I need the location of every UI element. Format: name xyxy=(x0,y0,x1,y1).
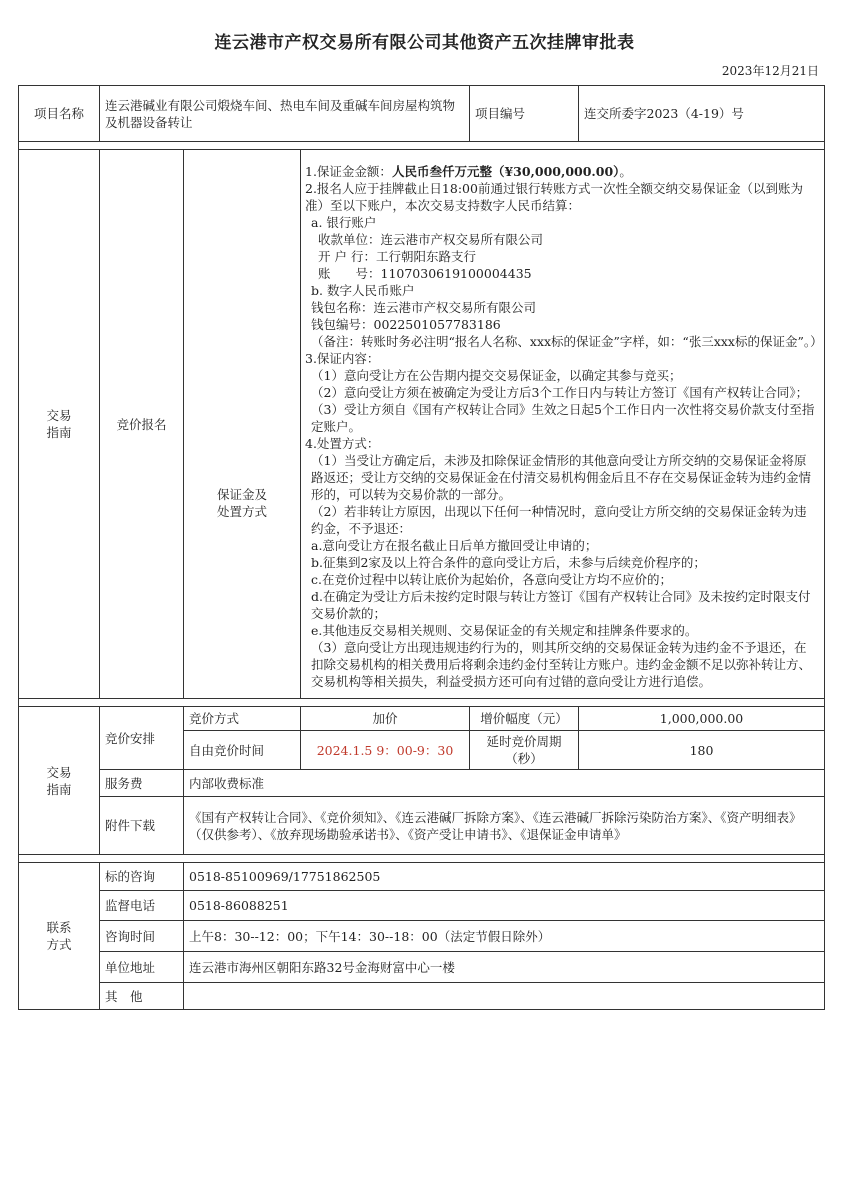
document-date: 2023年12月21日 xyxy=(721,64,819,78)
method-value: 加价 xyxy=(301,707,470,731)
contact-section-label: 联系方式 xyxy=(19,863,100,1010)
consult-row xyxy=(19,863,825,891)
project-name-label: 项目名称 xyxy=(19,86,100,142)
consult-value: 0518-85100969/17751862505 xyxy=(184,863,825,891)
delay-value: 180 xyxy=(579,731,825,770)
hours-label: 咨询时间 xyxy=(100,921,184,952)
fee-value: 内部收费标准 xyxy=(184,770,825,797)
method-label: 竞价方式 xyxy=(184,707,301,731)
supervise-row xyxy=(19,891,825,921)
attachments-links[interactable]: 《国有产权转让合同》、《竞价须知》、《连云港碱厂拆除方案》、《连云港碱厂拆除污染防治方案》、《资产明细表》（仅供参考）、《放弃现场勘验承诺书》、《资产受让申请书》、《退保证金申请单》 xyxy=(184,797,825,855)
delay-label: 延时竞价周期（秒） xyxy=(470,731,579,770)
hours-row xyxy=(19,921,825,952)
other-label: 其 他 xyxy=(100,983,184,1010)
deposit-row xyxy=(19,150,825,485)
address-row xyxy=(19,952,825,983)
time-label: 自由竞价时间 xyxy=(184,731,301,770)
auction-guide-label: 交易指南 xyxy=(19,707,100,855)
time-value: 2024.1.5 9：00-9：30 xyxy=(301,731,470,770)
auction-method-row xyxy=(19,707,825,731)
consult-label: 标的咨询 xyxy=(100,863,184,891)
address-value: 连云港市海州区朝阳东路32号金海财富中心一楼 xyxy=(184,952,825,983)
supervise-value: 0518-86088251 xyxy=(184,891,825,921)
project-row xyxy=(19,86,825,142)
deposit-label: 保证金及处置方式 xyxy=(184,484,301,699)
increment-value: 1,000,000.00 xyxy=(579,707,825,731)
address-label: 单位地址 xyxy=(100,952,184,983)
other-row xyxy=(19,983,825,1010)
trading-guide-label: 交易指南 xyxy=(19,150,100,699)
attachments-row xyxy=(19,797,825,855)
page-title: 连云港市产权交易所有限公司其他资产五次挂牌审批表 xyxy=(214,33,635,53)
attachments-label: 附件下载 xyxy=(100,797,184,855)
fee-label: 服务费 xyxy=(100,770,184,797)
fee-row xyxy=(19,770,825,797)
project-number-value: 连交所委字2023（4-19）号 xyxy=(579,86,825,142)
project-number-label: 项目编号 xyxy=(470,86,579,142)
increment-label: 增价幅度（元） xyxy=(470,707,579,731)
arrangement-label: 竞价安排 xyxy=(100,707,184,770)
hours-value: 上午8：30--12：00；下午14：30--18：00（法定节假日除外） xyxy=(184,921,825,952)
deposit-notes: 1.保证金金额：人民币叁仟万元整（¥30,000,000.00）。 2.报名人应于挂牌截止日18:00前通过银行转账方式一次性全额交纳交易保证金（以到账为准）至以下账户，本次交易支持数字人民币结算： a. 银行账户 收款单位：连云港市产权交易所有限公司 开 户 行：工行朝阳东路支行 账 号：1107030619100004435 b. 数字人民币账户 钱包名称：连云港市产权交易所有限公司 钱包编号：0022501057783186 （备注：转账时务必注明“报名人名称、xxx标的保证金”字样，如：“张三xxx标的保证金”。） 3.保证内容： （1）意向受让方在公告期内提交交易保证金，以确定其参与竞买； （2）意向受让方须在被确定为受让方后3个工作日内与转让方签订《国有产权转让合同》； （3）受让方须自《国有产权转让合同》生效之日起5个工作日内一次性将交易价款支付至指定账户。 4.处置方式： （1）当受让方确定后，未涉及扣除保证金情形的其他意向受让方所交纳的交易保证金将原路返还；受让方交纳的交易保证金在付清交易机构佣金后且不存在交易保证金转为违约金情形的，可以转为交易价款的一部分。 （2）若非转让方原因，出现以下任何一种情况时，意向受让方所交纳的交易保证金转为违约金，不予退还： a.意向受让方在报名截止日后单方撤回受让申请的； b.征集到2家及以上符合条件的意向受让方后，未参与后续竞价程序的； c.在竞价过程中以转让底价为起始价，各意向受让方均不应价的； d.在确定为受让方后未按约定时限与转让方签订《国有产权转让合同》及未按约定时限支付交易价款的； e.其他违反交易相关规则、交易保证金的有关规定和挂牌条件要求的。 （3）意向受让方出现违规违约行为的，则其所交纳的交易保证金转为违约金不予退还，在扣除交易机构的相关费用后将剩余违约金付至转让方账户。违约金金额不足以弥补转让方、交易机构等相关损失，利益受损方还可向有过错的意向受让方进行追偿。 xyxy=(301,150,825,699)
approval-form-table xyxy=(18,85,825,1010)
registration-label: 竞价报名 xyxy=(100,150,184,699)
project-name-value: 连云港碱业有限公司煅烧车间、热电车间及重碱车间房屋构筑物及机器设备转让 xyxy=(100,86,470,142)
other-value xyxy=(184,983,825,1010)
supervise-label: 监督电话 xyxy=(100,891,184,921)
